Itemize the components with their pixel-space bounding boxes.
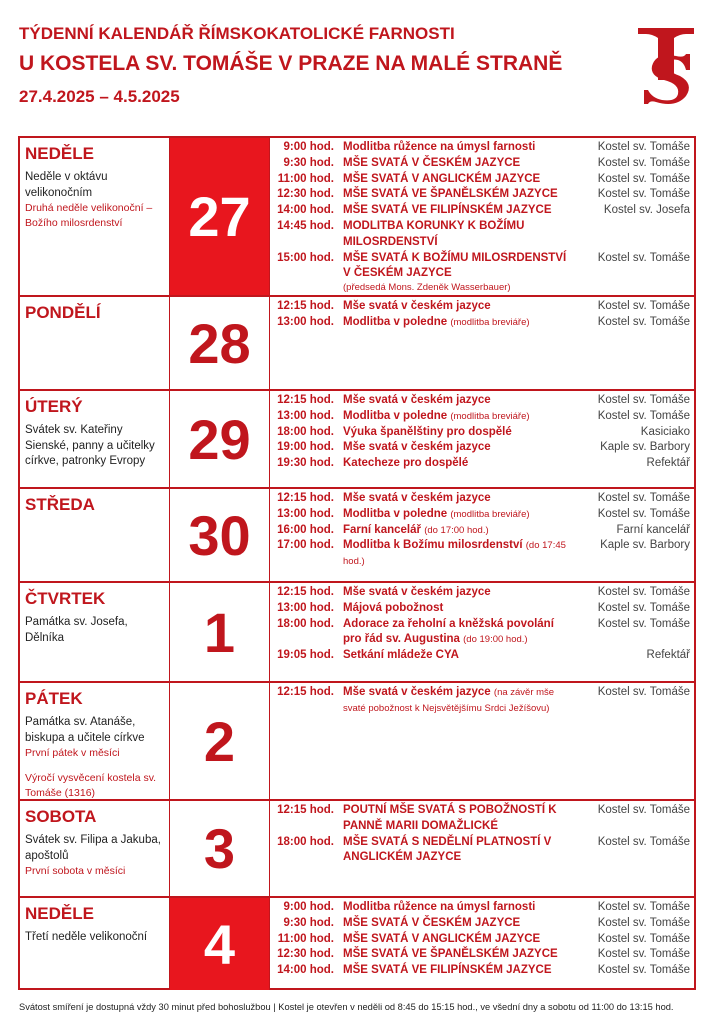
- event-time: 19:30 hod.: [277, 457, 334, 470]
- event-item: [270, 409, 690, 425]
- event-location: Kostel sv. Tomáše: [597, 141, 690, 153]
- day-name: ÚTERÝ: [25, 397, 83, 416]
- events-list: [270, 491, 694, 581]
- day-row: [20, 297, 694, 391]
- day-number: 3: [170, 801, 270, 896]
- day-name: PÁTEK: [25, 689, 83, 708]
- event-item: [270, 172, 690, 188]
- event-item: [270, 916, 690, 932]
- event-title-text: MŠE SVATÁ VE ŠPANĚLSKÉM JAZYCE: [343, 188, 558, 201]
- event-title: [343, 507, 570, 523]
- event-time: 12:30 hod.: [277, 188, 334, 201]
- event-item: [270, 685, 690, 717]
- event-time: 12:15 hod.: [277, 492, 334, 504]
- day-name: PONDĚLÍ: [25, 303, 101, 322]
- event-location: Kostel sv. Tomáše: [597, 901, 690, 913]
- event-title-text: Májová pobožnost: [343, 601, 444, 614]
- event-time: 14:45 hod.: [277, 219, 334, 232]
- event-note: (modlitba breviáře): [450, 410, 530, 422]
- event-location: Refektář: [646, 649, 690, 662]
- event-time: 9:30 hod.: [283, 916, 334, 929]
- event-location: Kostel sv. Tomáše: [597, 394, 690, 406]
- event-time: 13:00 hod.: [277, 507, 334, 520]
- event-item: [270, 947, 690, 963]
- event-title-text: Adorace za řeholní a kněžská povolání pro řád sv. Augustina: [343, 617, 554, 646]
- header-title-line2: U KOSTELA SV. TOMÁŠE V PRAZE NA MALÉ STRANĚ: [19, 52, 563, 75]
- day-note: První sobota v měsíci: [25, 865, 126, 877]
- event-time: 11:00 hod.: [277, 172, 334, 185]
- day-feast: Třetí neděle velikonoční: [25, 931, 148, 943]
- day-row: [20, 683, 694, 801]
- event-title-text: Modlitba v poledne: [343, 409, 448, 422]
- event-location: Farní kancelář: [616, 523, 690, 536]
- event-location: Kostel sv. Tomáše: [597, 156, 690, 169]
- event-time: 19:00 hod.: [277, 441, 334, 454]
- event-item: [270, 835, 690, 867]
- event-subnote: (předsedá Mons. Zdeněk Wasserbauer): [343, 282, 511, 294]
- footer-note: Svátost smíření je dostupná vždy 30 minut před bohoslužbou | Kostel je otevřen v neděli od 8:45 do 15:15 hod., ve všední dny a sobotu od 11:00 do 13:15 hod.: [19, 1002, 674, 1012]
- day-name: NEDĚLE: [25, 904, 94, 923]
- event-note: (modlitba breviáře): [450, 316, 530, 328]
- event-time: 12:15 hod.: [277, 686, 334, 698]
- event-title-text: MŠE SVATÁ VE ŠPANĚLSKÉM JAZYCE: [343, 948, 558, 961]
- event-location: Kaple sv. Barbory: [600, 539, 690, 552]
- event-title-text: Modlitba v poledne: [343, 507, 448, 520]
- day-feast: Památka sv. Josefa, Dělníka: [25, 616, 128, 644]
- day-info: [20, 138, 170, 295]
- event-title: [343, 538, 570, 570]
- event-location: Kostel sv. Tomáše: [597, 492, 690, 504]
- event-title: [343, 425, 570, 441]
- event-time: 12:15 hod.: [277, 300, 334, 312]
- event-time: 12:30 hod.: [277, 948, 334, 961]
- event-title: [343, 315, 570, 331]
- event-time: 9:30 hod.: [283, 156, 334, 169]
- day-info: [20, 297, 170, 389]
- day-info: [20, 391, 170, 487]
- event-item: [270, 648, 690, 664]
- event-title-text: Modlitba růžence na úmysl farnosti: [343, 141, 536, 153]
- event-item: [270, 251, 690, 295]
- event-location: Kostel sv. Tomáše: [597, 507, 690, 520]
- event-location: Kasiciako: [640, 425, 690, 438]
- day-feast: Neděle v oktávu velikonočním: [25, 171, 108, 199]
- event-item: [270, 219, 690, 251]
- event-title: [343, 617, 570, 649]
- event-item: [270, 617, 690, 649]
- event-title-text: Mše svatá v českém jazyce: [343, 586, 491, 598]
- event-item: [270, 393, 690, 409]
- event-item: [270, 187, 690, 203]
- event-title: [343, 219, 570, 251]
- event-time: 16:00 hod.: [277, 523, 334, 536]
- event-title: [343, 803, 570, 835]
- event-item: [270, 523, 690, 539]
- event-time: 18:00 hod.: [277, 617, 334, 630]
- event-time: 14:00 hod.: [277, 204, 334, 217]
- event-item: [270, 140, 690, 156]
- event-location: Kostel sv. Tomáše: [597, 188, 690, 201]
- event-item: [270, 507, 690, 523]
- event-item: [270, 900, 690, 916]
- day-row: [20, 391, 694, 489]
- day-number: 4: [170, 898, 270, 990]
- event-item: [270, 299, 690, 315]
- event-title-text: Modlitba v poledne: [343, 315, 448, 328]
- event-title: [343, 947, 570, 963]
- day-feast: Památka sv. Atanáše, biskupa a učitele církve: [25, 716, 145, 744]
- event-location: Kaple sv. Barbory: [600, 441, 690, 454]
- event-item: [270, 425, 690, 441]
- event-title-text: Mše svatá v českém jazyce: [343, 686, 491, 698]
- event-time: 14:00 hod.: [277, 964, 334, 977]
- events-list: [270, 299, 694, 389]
- event-item: [270, 156, 690, 172]
- day-feast: Svátek sv. Filipa a Jakuba, apoštolů: [25, 834, 161, 862]
- day-number: 27: [170, 138, 270, 295]
- day-note: Druhá neděle velikonoční – Božího milosrdenství: [25, 202, 153, 229]
- event-location: Kostel sv. Tomáše: [597, 601, 690, 614]
- events-list: [270, 393, 694, 487]
- event-time: 12:15 hod.: [277, 586, 334, 598]
- event-time: 9:00 hod.: [283, 141, 334, 153]
- event-title-text: Katecheze pro dospělé: [343, 457, 469, 470]
- event-time: 13:00 hod.: [277, 409, 334, 422]
- event-location: Kostel sv. Tomáše: [597, 172, 690, 185]
- event-title: [343, 932, 570, 948]
- event-note: (do 17:45 hod.): [343, 540, 566, 568]
- event-time: 12:15 hod.: [277, 394, 334, 406]
- event-title: [343, 963, 570, 979]
- event-location: Kostel sv. Tomáše: [597, 617, 690, 630]
- event-title: [343, 585, 570, 601]
- event-note: (do 17:00 hod.): [424, 524, 489, 536]
- event-note: (modlitba breviáře): [450, 508, 530, 520]
- event-time: 18:00 hod.: [277, 835, 334, 848]
- event-title: [343, 648, 570, 664]
- event-title: [343, 393, 570, 409]
- event-title-text: Mše svatá v českém jazyce: [343, 492, 491, 504]
- day-row: [20, 138, 694, 297]
- day-row: [20, 583, 694, 683]
- day-number: 2: [170, 683, 270, 799]
- event-location: Kostel sv. Tomáše: [597, 804, 690, 816]
- day-number: 1: [170, 583, 270, 681]
- event-time: 13:00 hod.: [277, 601, 334, 614]
- event-title: [343, 251, 570, 283]
- header-title-line1: TÝDENNÍ KALENDÁŘ ŘÍMSKOKATOLICKÉ FARNOSTI: [19, 24, 455, 43]
- event-item: [270, 538, 690, 570]
- event-note: (do 19:00 hod.): [463, 634, 528, 646]
- event-time: 13:00 hod.: [277, 315, 334, 328]
- day-number: 28: [170, 297, 270, 389]
- day-name: NEDĚLE: [25, 144, 94, 163]
- event-title: [343, 187, 570, 203]
- event-item: [270, 585, 690, 601]
- event-time: 12:15 hod.: [277, 804, 334, 816]
- event-item: [270, 203, 690, 219]
- day-row: [20, 898, 694, 990]
- event-item: [270, 963, 690, 979]
- day-info: [20, 683, 170, 799]
- event-title-text: MŠE SVATÁ V ANGLICKÉM JAZYCE: [343, 172, 541, 185]
- event-location: Kostel sv. Tomáše: [597, 948, 690, 961]
- event-location: Kostel sv. Tomáše: [597, 964, 690, 977]
- event-item: [270, 440, 690, 456]
- day-row: [20, 801, 694, 898]
- day-info: [20, 583, 170, 681]
- event-title-text: MŠE SVATÁ V ČESKÉM JAZYCE: [343, 156, 521, 169]
- events-list: [270, 585, 694, 681]
- event-time: 11:00 hod.: [277, 932, 334, 945]
- event-title: [343, 299, 570, 315]
- event-location: Kostel sv. Tomáše: [597, 835, 690, 848]
- events-list: [270, 685, 694, 799]
- page-header: [19, 24, 562, 107]
- event-title-text: Farní kancelář: [343, 523, 421, 536]
- event-location: Kostel sv. Tomáše: [597, 586, 690, 598]
- event-title: [343, 685, 570, 717]
- event-title-text: Setkání mládeže CYA: [343, 649, 459, 662]
- event-title: [343, 172, 570, 188]
- day-row: [20, 489, 694, 583]
- event-time: 18:00 hod.: [277, 425, 334, 438]
- day-info: [20, 489, 170, 581]
- event-item: [270, 491, 690, 507]
- day-info: [20, 801, 170, 896]
- day-name: ČTVRTEK: [25, 589, 106, 608]
- day-name: STŘEDA: [25, 495, 95, 514]
- event-title-text: MŠE SVATÁ VE FILIPÍNSKÉM JAZYCE: [343, 204, 552, 217]
- events-list: [270, 803, 694, 896]
- spacer: [25, 761, 164, 771]
- event-title: [343, 900, 570, 916]
- event-location: Kostel sv. Tomáše: [597, 251, 690, 264]
- event-title: [343, 203, 570, 219]
- day-name: SOBOTA: [25, 807, 97, 826]
- day-info: [20, 898, 170, 990]
- event-title-text: Mše svatá v českém jazyce: [343, 441, 491, 454]
- event-title-text: MODLITBA KORUNKY K BOŽÍMU MILOSRDENSTVÍ: [343, 219, 525, 248]
- event-note: (na závěr mše svaté pobožnost k Nejsvětějšímu Srdci Ježíšovu): [343, 687, 555, 714]
- events-list: [270, 900, 694, 990]
- event-time: 17:00 hod.: [277, 539, 334, 552]
- event-location: Kostel sv. Tomáše: [597, 932, 690, 945]
- event-title: [343, 156, 570, 172]
- event-location: Kostel sv. Tomáše: [597, 686, 690, 698]
- event-time: 9:00 hod.: [283, 901, 334, 913]
- event-time: 15:00 hod.: [277, 251, 334, 264]
- event-title-text: MŠE SVATÁ K BOŽÍMU MILOSRDENSTVÍ V ČESKÉM JAZYCE: [343, 251, 567, 280]
- event-title: [343, 835, 570, 867]
- event-item: [270, 601, 690, 617]
- event-location: Kostel sv. Tomáše: [597, 409, 690, 422]
- event-title-text: MŠE SVATÁ V ČESKÉM JAZYCE: [343, 916, 521, 929]
- event-location: Kostel sv. Tomáše: [597, 916, 690, 929]
- event-title: [343, 409, 570, 425]
- day-feast: Svátek sv. Kateřiny Sienské, panny a učitelky církve, patronky Evropy: [25, 424, 155, 467]
- event-item: [270, 315, 690, 331]
- event-title: [343, 601, 570, 617]
- event-title: [343, 440, 570, 456]
- event-time: 19:05 hod.: [277, 649, 334, 662]
- event-item: [270, 932, 690, 948]
- weekly-calendar: [18, 136, 696, 990]
- day-number: 30: [170, 489, 270, 581]
- event-location: Kostel sv. Tomáše: [597, 315, 690, 328]
- event-title: [343, 140, 570, 156]
- event-title: [343, 916, 570, 932]
- events-list: [270, 140, 694, 295]
- event-title-text: POUTNÍ MŠE SVATÁ S POBOŽNOSTÍ K PANNĚ MARII DOMAŽLICKÉ: [343, 804, 557, 832]
- event-title: [343, 456, 570, 472]
- event-location: Refektář: [646, 457, 690, 470]
- event-title-text: Mše svatá v českém jazyce: [343, 300, 491, 312]
- event-title-text: MŠE SVATÁ V ANGLICKÉM JAZYCE: [343, 932, 541, 945]
- event-item: [270, 803, 690, 835]
- event-item: [270, 456, 690, 472]
- event-location: Kostel sv. Tomáše: [597, 300, 690, 312]
- day-number: 29: [170, 391, 270, 487]
- event-title-text: MŠE SVATÁ S NEDĚLNÍ PLATNOSTÍ V ANGLICKÉM JAZYCE: [343, 835, 552, 864]
- event-title: [343, 491, 570, 507]
- event-title-text: Mše svatá v českém jazyce: [343, 394, 491, 406]
- day-note: První pátek v měsíci: [25, 747, 120, 759]
- event-title-text: Výuka španělštiny pro dospělé: [343, 425, 512, 438]
- header-dates: 27.4.2025 – 4.5.2025: [19, 87, 180, 106]
- day-note-2: Výročí vysvěcení kostela sv. Tomáše (1316): [25, 772, 157, 799]
- parish-logo-icon: [636, 26, 696, 108]
- event-title-text: MŠE SVATÁ VE FILIPÍNSKÉM JAZYCE: [343, 964, 552, 977]
- event-title-text: Modlitba k Božímu milosrdenství: [343, 539, 523, 552]
- event-title: [343, 523, 570, 539]
- event-title-text: Modlitba růžence na úmysl farnosti: [343, 901, 536, 913]
- event-location: Kostel sv. Josefa: [603, 204, 690, 217]
